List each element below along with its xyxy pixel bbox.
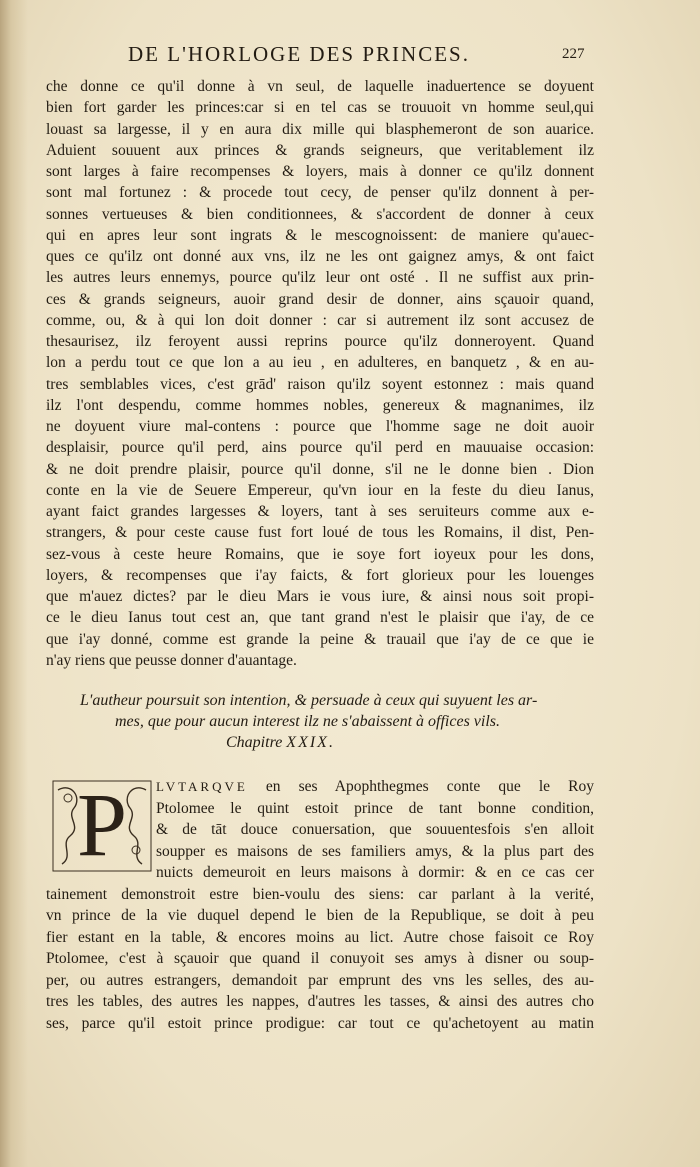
text-line: & ne doit prendre plaisir, pource qu'il donne, s'il ne le donne bien . Dion: [46, 460, 594, 478]
text-line: ces & grands seigneurs, auoir grand desir de donner, ains sçauoir quand,: [46, 290, 594, 308]
running-head: [0, 38, 700, 72]
text-line: sonnes vertueuses & bien conditionnees, & s'accordent de donner à ceux: [46, 205, 594, 223]
chapter-number: XXIX.: [286, 734, 335, 751]
chapter-text-block: [46, 776, 594, 1034]
text-line: fier estant en la table, & encores moins au lict. Autre chose faisoit ce Roy: [46, 928, 594, 946]
lead-word: LVTARQVE: [156, 779, 248, 794]
text-line: sez-vous à ceste heure Romains, que ie soye fort ioyeux pour les dons,: [46, 545, 594, 563]
heading-line-2: mes, que pour aucun interest ilz ne s'abaissent à offices vils.: [115, 713, 501, 730]
text-line: les autres leurs ennemys, pource qu'ilz leur ont osté . Il ne suffist aux prin-: [46, 269, 594, 287]
text-line: per, ou autres estrangers, demandoit par emprunt des vns les selles, des au-: [46, 971, 594, 989]
text-line: loyers, & recompenses que i'ay faicts, & fort glorieux pour les louenges: [46, 566, 594, 584]
text-line: soupper es maisons de ses familiers amys, & la plus part des: [156, 842, 594, 860]
text-line: ques ce qu'ilz ont donné aux vns, ilz ne les ont gaignez amys, & ont faict: [46, 248, 594, 265]
text-line: ce le dieu Ianus tout cest an, que tant grand n'est le plaisir que i'ay, de ce: [46, 609, 594, 627]
chapter-heading: [80, 690, 560, 753]
text-line: conte en la vie de Seuere Empereur, qu'vn iour en la feste du dieu Ianus,: [46, 481, 594, 499]
text-line: tainement demonstroit estre bien-voulu des siens: car parlant à la verité,: [46, 885, 594, 903]
text-line: ayant faict grandes largesses & loyers, tant à ses seruiteurs comme aux e-: [46, 503, 594, 520]
text-line: comme, ou, & à qui lon doit donner : car si autrement ilz sont accusez de: [46, 311, 594, 329]
text-line: ne doyuent viure mal-contens : pource que l'homme sage ne doit auoir: [46, 418, 594, 435]
binding-gutter: [0, 0, 28, 1167]
text-line: qui en apres leur sont ingrats & le mescognoissent: de maniere qu'auec-: [46, 226, 594, 244]
line-rest: en ses Apophthegmes conte que le Roy: [247, 778, 594, 795]
text-line: bien fort garder les princes:car si en tel cas se trouuoit vn homme seul,qui: [46, 99, 594, 117]
text-line: thesaurisez, ilz feroyent aussi reprins pource qu'ilz donneroyent. Quand: [46, 333, 594, 350]
text-line: vn prince de la vie duquel depend le bien de la Republique, se doit à peu: [46, 907, 594, 924]
chapter-label: Chapitre: [226, 734, 283, 751]
running-title: DE L'HORLOGE DES PRINCES.: [128, 42, 470, 66]
text-line: & de tāt douce conuersation, que souuentesfois s'en alloit: [156, 821, 594, 838]
chapter-label-line: [80, 732, 560, 753]
text-line: strangers, & pour ceste cause fust fort loué de tous les Romains, il dist, Pen-: [46, 524, 594, 542]
text-line: sont larges à faire recompenses & loyers, mais à donner ce qu'ilz donnent: [46, 163, 594, 180]
text-line: Aduient souuent aux princes & grands seigneurs, que veritablement ilz: [46, 141, 594, 159]
text-line: sont mal fortunez : & procede tout cecy, de penser qu'ilz donnent à per-: [46, 184, 594, 202]
text-line: que m'auez dictes? par le dieu Mars ie vous iure, & ainsi nous soit propi-: [46, 588, 594, 605]
text-line: che donne ce qu'il donne à vn seul, de laquelle inaduertence se doyuent: [46, 78, 594, 95]
text-line: tres semblables vices, c'est grād' raison qu'ilz soyent estonnez : mais quand: [46, 375, 594, 393]
page-number: 227: [562, 46, 585, 62]
text-line: n'ay riens que peusse donner d'auantage.: [46, 651, 297, 669]
text-line: [156, 776, 594, 798]
main-text-block: [46, 76, 594, 671]
text-line: louast sa largesse, il y en aura dix mille qui blasphemeront de son auarice.: [46, 120, 594, 138]
heading-line-1: L'autheur poursuit son intention, & persuade à ceux qui suyuent les ar-: [80, 692, 538, 709]
text-line: tres les tables, des autres les nappes, d'autres les tasses, & ainsi des autres cho: [46, 993, 594, 1010]
text-line: lon a perdu tout ce que lon a au ieu , en adulteres, en banquetz , & en au-: [46, 354, 594, 372]
text-line: nuicts demeuroit en leurs maisons à dormir: & en ce cas cer: [156, 864, 594, 881]
text-line: que i'ay donné, comme est grande la peine & trauail que i'ay de ce que ie: [46, 630, 594, 648]
text-line: ses, parce qu'il estoit prince prodigue: car tout ce qu'achetoyent au matin: [46, 1014, 594, 1032]
drop-cap-letter: P: [76, 776, 128, 875]
text-line: ilz l'ont despendu, comme hommes nobles, genereux & magnanimes, ilz: [46, 396, 594, 414]
text-line: desplaisir, pource qu'il perd, ains pource qu'il perd en mauuaise occasion:: [46, 439, 594, 457]
text-line: Ptolomee le quint estoit prince de tant bonne condition,: [156, 799, 594, 817]
text-line: Ptolomee, c'est à sçauoir que quand il conuyoit ses amys à disner ou soup-: [46, 950, 594, 967]
